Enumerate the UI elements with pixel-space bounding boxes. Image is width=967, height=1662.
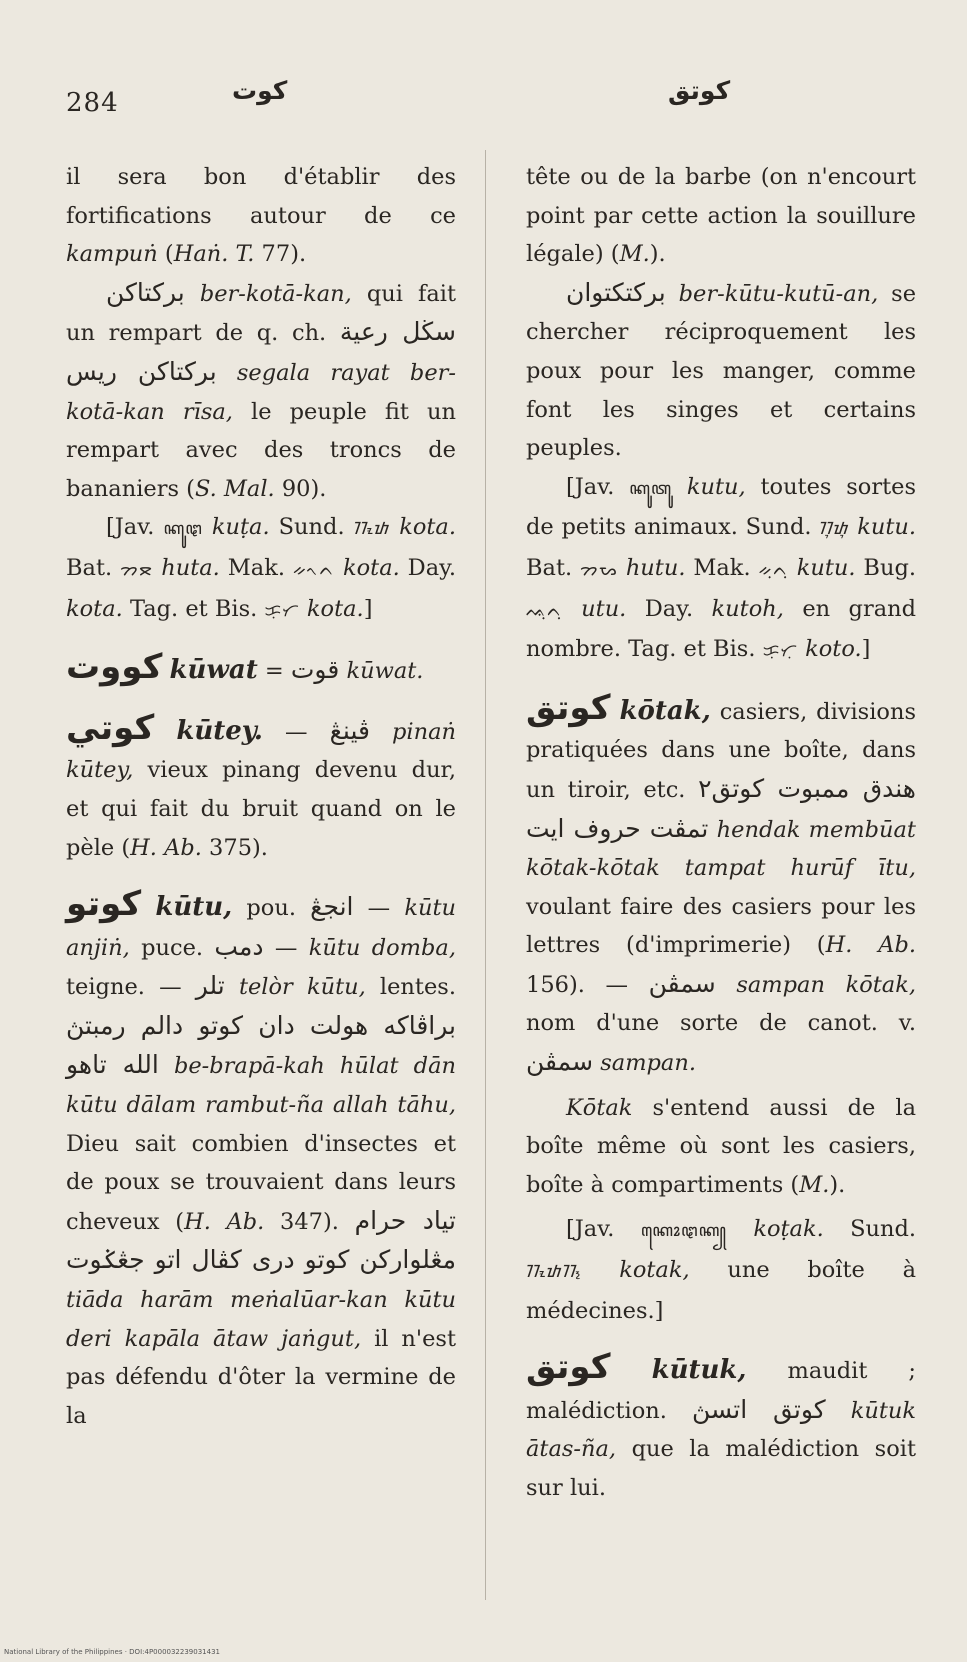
paragraph: il sera bon d'établir des fortifications autour de ce kampuṅ (Haṅ. T. 77). <box>66 164 456 268</box>
paragraph: Kōtak s'entend aussi de la boîte même où sont les casiers, boîte à compartiments (M.). <box>526 1094 916 1198</box>
etymology: [Jav. ꦏꦸꦛ kuṭa. Sund. ᮊᮧᮒ kota. Bat. ᯂᯖ huta. Mak. ᨀᨚᨈ kota. Day. kota. Tag. et Bis. ᜃᜓᜆ kota.] <box>66 514 457 622</box>
entry-kutey: كوتي kūtey. — ڤينڠ pinaṅ kūtey, vieux pinang devenu dur, et qui fait du bruit quand on le pèle (H. Ab. 375). <box>66 707 457 861</box>
entry-kutuk: كوتق kūtuk, maudit ; malédiction. كوتق اتسڽ kūtuk ātas-ña, que la malédiction soit sur lui. <box>526 1347 917 1501</box>
headword-arabic: كوتو <box>66 884 142 925</box>
script-glyph: ᜃᜓᜆᜓ <box>762 641 798 662</box>
subentry: بركتكتوان ber-kūtu-kutū-an, se chercher réciproquement les poux pour les manger, comme font les singes et certains peuples. <box>526 277 917 462</box>
arabic-term: كوتق اتسڽ <box>691 1394 826 1424</box>
arabic-term: انجڠ <box>310 892 354 922</box>
headword-arabic: كووت <box>66 647 163 688</box>
arabic-term: بركتاكن <box>106 277 185 307</box>
entry-kutu: كوتو kūtu, pou. انجڠ — kūtu anjiṅ, puce. دمب — kūtu domba, teigne. — تلر telòr kūtu, lentes. براڤاكه هولت دان كوتو دالم رمبتڽ الله تاهو be-brapā-kah hūlat dān kūtu dālam rambut-ña allah tāhu, Dieu sait combien d'insectes et de poux se trouvaient dans leurs cheveux (H. Ab. 347). تياد حرام مڠلواركن كوتو درى كڤال اتو جڠݢوت tiāda harām meṅalūar-kan kūtu deri kapāla ātaw jaṅgut, il n'est pas défendu d'ôter la vermine de la <box>66 884 457 1429</box>
arabic-term: سڬل رعية بركتاكن ريس <box>66 317 456 386</box>
left-column <box>66 158 456 1435</box>
column-divider <box>485 150 486 1600</box>
headword: kūtey. <box>176 715 263 746</box>
running-head-right: كوتق <box>668 76 731 105</box>
script-glyph: ᨀᨚᨈ <box>292 559 336 580</box>
etymology: [Jav. ꦏꦺꦴꦛꦏ꧀ koṭak. Sund. ᮊᮧᮒᮊ᮪ kotak, une boîte à médecines.] <box>526 1216 917 1324</box>
arabic-term: براڤاكه هولت دان كوتو دالم رمبتڽ الله تاهو <box>66 1010 456 1080</box>
right-column <box>526 158 916 1508</box>
script-glyph: ꦏꦸꦠꦸ <box>629 478 673 499</box>
etymology: [Jav. ꦏꦸꦠꦸ kutu, toutes sortes de petits animaux. Sund. ᮊᮥᮒᮥ kutu. Bat. ᯂᯗ hutu. Mak. ᨀᨘᨈᨘ kutu. Bug. ᨕᨘᨈᨘ utu. Day. kutoh, en grand nombre. Tag. et Bis. ᜃᜓᜆᜓ koto.] <box>526 473 917 663</box>
arabic-term: ڤينڠ <box>329 715 370 745</box>
headword: kūtu, <box>155 892 233 923</box>
headword-arabic: كوتي <box>66 707 155 748</box>
arabic-term: تلر <box>195 971 225 1001</box>
headword: kōtak, <box>619 695 711 726</box>
arabic-term: تياد حرام مڠلواركن كوتو درى كڤال اتو جڠݢوت <box>66 1205 456 1275</box>
scan-footer: National Library of the Philippines · DOI:4P000032239031431 <box>4 1648 220 1656</box>
paragraph: tête ou de la barbe (on n'encourt point par cette action la souillure légale) (M.). <box>526 164 916 268</box>
page-number: 284 <box>66 88 119 118</box>
script-glyph: ꦏꦺꦴꦛꦏ꧀ <box>640 1221 728 1242</box>
script-glyph: ᨀᨘᨈᨘ <box>758 559 789 580</box>
script-glyph: ᨕᨘᨈᨘ <box>526 600 563 621</box>
entry-kotak: كوتق kōtak, casiers, divisions pratiquées dans une boîte, dans un tiroir, etc. هندق ممبوت كوتق٢ تمڤت حروف ايت hendak membūat kōtak-kōtak tampat hurūf ītu, voulant faire des casiers pour les lettres (d'imprimerie) (H. Ab. 156). — سمڤن sampan kōtak, nom d'une sorte de canot. v. سمڤن sampan. <box>526 687 916 1077</box>
script-glyph: ᜃᜓᜆ <box>264 600 300 621</box>
entry-kuwat: كووت kūwat = قوت kūwat. <box>66 647 424 688</box>
arabic-term: قوت <box>290 655 340 685</box>
script-glyph: ᮊᮥᮒᮥ <box>819 519 850 540</box>
script-glyph: ꦏꦸꦛ <box>163 519 203 540</box>
script-glyph: ᯂᯗ <box>580 559 618 580</box>
script-glyph: ᯂᯖ <box>120 559 154 580</box>
headword: kūtuk, <box>651 1355 747 1386</box>
running-head-left: كوت <box>232 76 288 105</box>
arabic-term: بركتكتوان <box>566 277 666 307</box>
arabic-term: دمب <box>214 931 264 961</box>
script-glyph: ᮊᮧᮒᮊ᮪ <box>526 1262 582 1283</box>
arabic-term: سمڤن <box>648 968 716 998</box>
headword: kūwat <box>169 655 258 686</box>
headword-arabic: كوتق <box>526 1347 611 1388</box>
headword-arabic: كوتق <box>526 687 611 728</box>
script-glyph: ᮊᮧᮒ <box>353 519 391 540</box>
subentry: بركتاكن ber-kotā-kan, qui fait un rempart de q. ch. سڬل رعية بركتاكن ريس segala rayat ber-kotā-kan rīsa, le peuple fit un rempart avec des troncs de bananiers (S. Mal. 90). <box>66 277 457 502</box>
arabic-term: سمڤن <box>526 1047 594 1077</box>
arabic-term: هندق ممبوت كوتق٢ تمڤت حروف ايت <box>526 773 916 843</box>
